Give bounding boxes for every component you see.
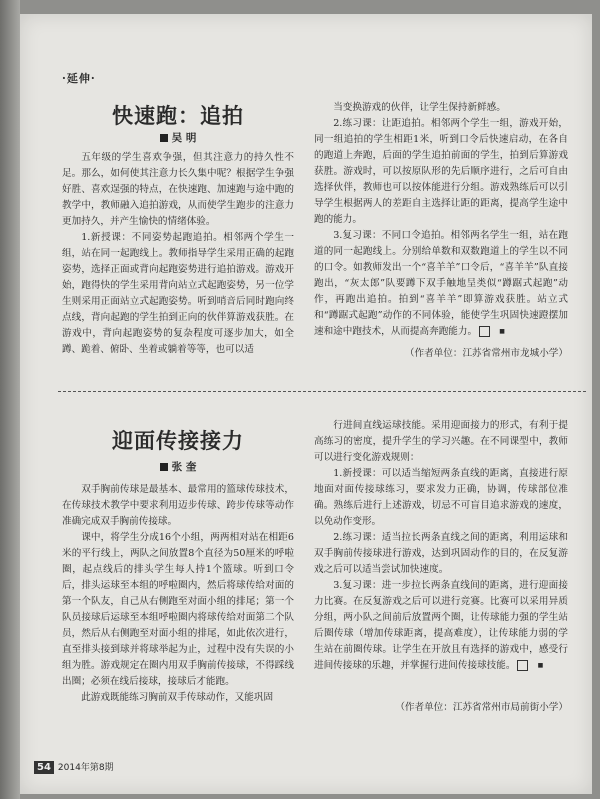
article2-paragraph: 1.新授课：可以适当缩短两条直线的距离，直接进行原地面对面传接球练习，要求发力正确，协调，传球部位准确。熟练后进行上述游戏，切忌不可盲目追求游戏的速度，以免动作变形。 — [314, 468, 568, 527]
binding-edge — [0, 0, 20, 799]
article-divider — [58, 391, 586, 392]
article1-paragraph: 2.练习课：让距追拍。相邻两个学生一组，游戏开始，同一组追拍的学生相距1米，听到口令后快速启动，在各自的跑道上奔跑，后面的学生追拍前面的学生，拍到后算游戏获胜。游戏时，可以按原队形的先后顺序进行，之后可自由选择伙伴，教师也可以按体能进行分组。游戏熟练后可以引导学生根据两人的差距自主选择让距的距离，提高学生途中跑的能力。 — [314, 118, 568, 225]
article1-paragraph: 五年级的学生喜欢争强，但其注意力的持久性不足。那么，如何使其注意力长久集中呢？根据学生争强好胜、喜欢逞强的特点，在快速跑、加速跑与途中跑的教学中，教师融入追拍游戏，从而使学生跑步的注意力更加持久，并产生愉快的情绪体验。 — [62, 152, 294, 227]
article1-author-name: 吴 明 — [171, 132, 197, 144]
article2-paragraph: 课中，将学生分成16个小组，两两相对站在相距6米的平行线上，两队之间放置8个直径为50厘米的呼啦圈，起点线后的排头学生每人持1个篮球。听到口令后，排头运球至本组的呼啦圈内，然后将球传给对面的第一个队友，自己从右侧跑至对面小组的排尾；第一个队员接球后运球至本组呼啦圈内将球传给对面第二个队员，然后从右侧跑至对面小组的排尾，如此依次进行，直至排头接到球并将球举起为止，过程中没有失误的小组为胜。游戏规定在圈内用双手胸前传接球，不得踩线出圈；必须在线后接球，接球后才能跑。 — [62, 532, 294, 687]
article1-left-column — [62, 150, 294, 358]
page-footer — [34, 760, 114, 773]
article2-right-column — [314, 418, 568, 716]
author-square-icon — [160, 463, 168, 471]
page-number: 54 — [34, 761, 54, 774]
article1-title: 快速跑：追拍 — [112, 104, 244, 128]
article2-paragraph: 行进间直线运球技能。采用迎面接力的形式，有利于提高练习的密度，提升学生的学习兴趣。在不同课型中，教师可以进行变化游戏规则： — [314, 420, 568, 463]
article1-author — [62, 130, 294, 145]
article1-right-column — [314, 100, 568, 362]
article2-left-column — [62, 482, 294, 706]
article2-paragraph — [314, 578, 568, 674]
article2-author — [62, 459, 294, 474]
section-tag: ·延伸· — [62, 72, 96, 85]
article2-affiliation: （作者单位：江苏省常州市局前街小学） — [395, 702, 568, 713]
article2-paragraph: 此游戏既能练习胸前双手传球动作，又能巩固 — [81, 692, 274, 703]
end-mark-icon: ■ — [479, 326, 490, 337]
article2-paragraph: 2.练习课：适当拉长两条直线之间的距离，利用运球和双手胸前传接球进行游戏，达到巩固动作的目的，在反复游戏之后可以适当尝试加快速度。 — [314, 532, 568, 575]
article1-paragraph — [314, 228, 568, 340]
article2-author-name: 张 奎 — [171, 461, 197, 473]
end-mark-icon: ■ — [517, 660, 528, 671]
author-square-icon — [160, 134, 168, 142]
article2-paragraph-text: 3.复习课：进一步拉长两条直线间的距离，进行迎面接力比赛。在反复游戏之后可以进行竞赛。比赛可以采用异质分组，两小队之间前后放置两个圈，让传球能力强的学生站后圈传球（增加传球距离，提高难度），让传球能力弱的学生站在前圈传球。让学生在开放且有选择的游戏中，感受行进间传接球的乐趣，并掌握行进间传接球技能。 — [314, 580, 568, 671]
article1-paragraph: 当变换游戏的伙伴，让学生保持新鲜感。 — [333, 102, 506, 113]
article2-title: 迎面传接接力 — [112, 429, 244, 453]
article1-affiliation: （作者单位：江苏省常州市龙城小学） — [404, 348, 568, 359]
article1-paragraph: 1.新授课：不同姿势起跑追拍。相邻两个学生一组，站在同一起跑线上。教师指导学生采用正确的起跑姿势，选择正面或背向起跑姿势进行追拍游戏。游戏开始，跑得快的学生采用背向站立式起跑姿势，另一位学生则采用正面站立式起跑姿势。听到哨音后同时跑向终点线，背向起跑的学生拍到正向的伙伴算游戏获胜。在游戏中，背向起跑姿势的复杂程度可逐步加大，如全蹲、跪着、俯卧、坐着或躺着等等，也可以适 — [62, 232, 294, 355]
article1-paragraph-text: 3.复习课：不同口令追拍。相邻两名学生一组，站在跑道的同一起跑线上。分别给单数和双数跑道上的学生以不同的口令。如教师发出一个“喜羊羊”口令后，“喜羊羊”队直接跑出，“灰太郎”队要蹲下双手触地呈类似“蹲踞式起跑”动作，再跑出追拍。拍到“喜羊羊”即算游戏获胜。站立式和“蹲踞式起跑”动作的不同体验，能使学生巩固快速蹬摆加速和途中跑技术，从而提高奔跑能力。 — [314, 230, 568, 337]
issue-label: 2014年第8期 — [57, 763, 114, 773]
article2-paragraph: 双手胸前传球是最基本、最常用的篮球传球技术，在传球技术教学中要求利用迈步传球、跨步传球等动作准确完成双手胸前传接球。 — [62, 484, 294, 527]
